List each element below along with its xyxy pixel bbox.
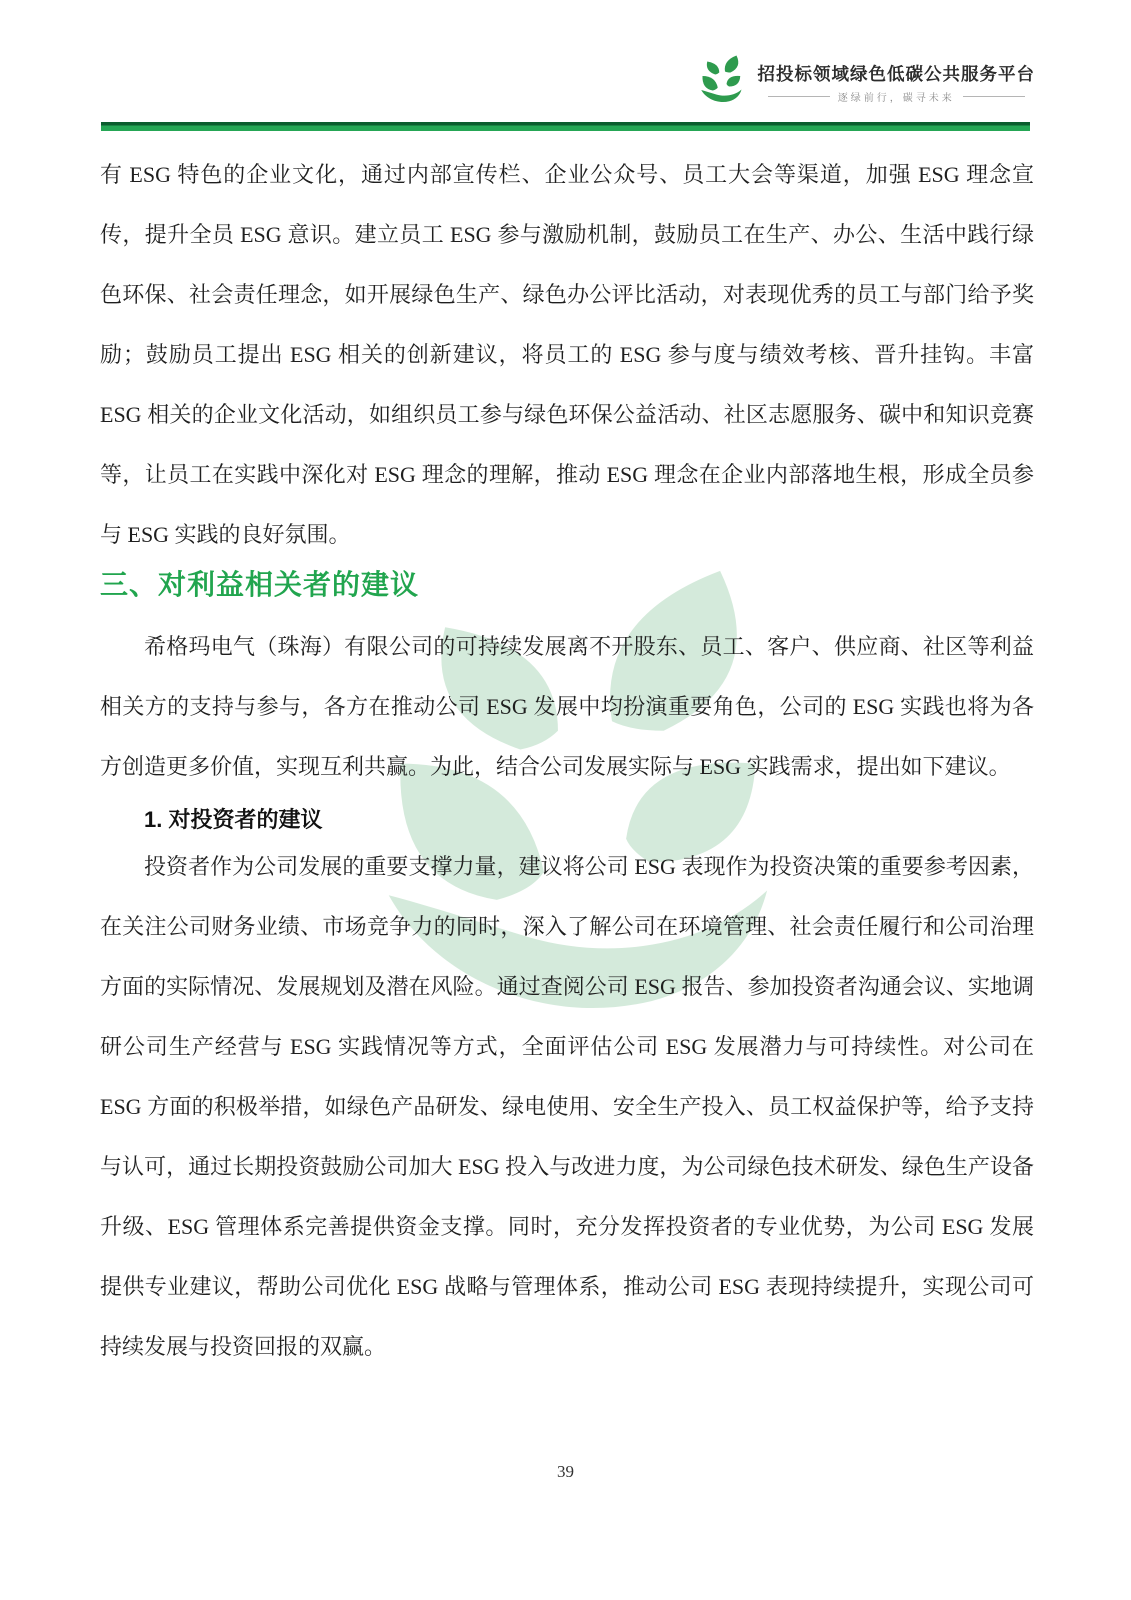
sprout-logo-icon: [692, 52, 748, 112]
paragraph-investor-advice: 投资者作为公司发展的重要支撑力量，建议将公司 ESG 表现作为投资决策的重要参考因素，在关注公司财务业绩、市场竞争力的同时，深入了解公司在环境管理、社会责任履行和公司治理方面的实际情况、发展规划及潜在风险。通过查阅公司 ESG 报告、参加投资者沟通会议、实地调研公司生产经营与 ESG 实践情况等方式，全面评估公司 ESG 发展潜力与可持续性。对公司在 ESG 方面的积极举措，如绿色产品研发、绿电使用、安全生产投入、员工权益保护等，给予支持与认可，通过长期投资鼓励公司加大 ESG 投入与改进力度，为公司绿色技术研发、绿色生产设备升级、ESG 管理体系完善提供资金支撑。同时，充分发挥投资者的专业优势，为公司 ESG 发展提供专业建议，帮助公司优化 ESG 战略与管理体系，推动公司 ESG 表现持续提升，实现公司可持续发展与投资回报的双赢。: [100, 854, 1034, 1359]
platform-brand: [692, 52, 1036, 112]
section-heading-stakeholder-advice: 三、对利益相关者的建议: [100, 569, 420, 600]
tagline-rule-right: [963, 96, 1025, 97]
document-body: [100, 145, 1034, 1377]
paragraph-stakeholder-intro: 希格玛电气（珠海）有限公司的可持续发展离不开股东、员工、客户、供应商、社区等利益相关方的支持与参与，各方在推动公司 ESG 发展中均扮演重要角色，公司的 ESG 实践也将为各方创造更多价值，实现互利共赢。为此，结合公司发展实际与 ESG 实践需求，提出如下建议。: [100, 634, 1034, 779]
brand-text: [758, 61, 1036, 104]
paragraph-esg-culture: 有 ESG 特色的企业文化，通过内部宣传栏、企业公众号、员工大会等渠道，加强 ESG 理念宣传，提升全员 ESG 意识。建立员工 ESG 参与激励机制，鼓励员工在生产、办公、生活中践行绿色环保、社会责任理念，如开展绿色生产、绿色办公评比活动，对表现优秀的员工与部门给予奖励；鼓励员工提出 ESG 相关的创新建议，将员工的 ESG 参与度与绩效考核、晋升挂钩。丰富 ESG 相关的企业文化活动，如组织员工参与绿色环保公益活动、社区志愿服务、碳中和知识竞赛等，让员工在实践中深化对 ESG 理念的理解，推动 ESG 理念在企业内部落地生根，形成全员参与 ESG 实践的良好氛围。: [100, 162, 1034, 547]
tagline-rule-left: [768, 96, 830, 97]
platform-title: 招投标领域绿色低碳公共服务平台: [757, 63, 1035, 84]
tagline-text: 逐绿前行，碳寻未来: [837, 92, 955, 104]
subsection-heading-investor-advice: 1. 对投资者的建议: [144, 807, 323, 832]
header-divider-bar: [101, 122, 1030, 131]
platform-tagline: [768, 89, 1025, 104]
page-footer: [0, 1462, 1131, 1482]
page-number: 39: [557, 1462, 574, 1481]
